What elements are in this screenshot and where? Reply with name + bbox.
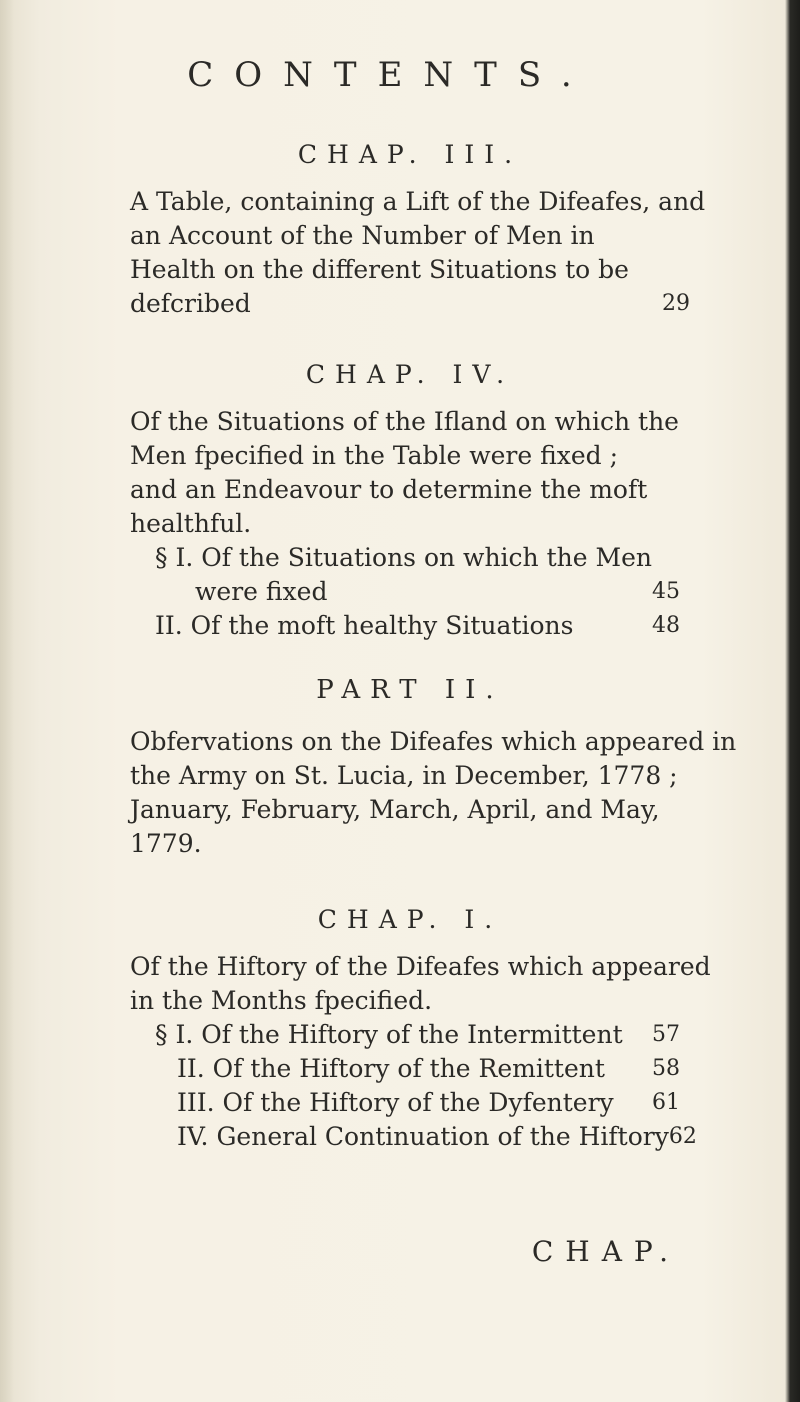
entry-last-line <box>130 287 690 321</box>
section-line <box>155 1018 680 1052</box>
section-line <box>155 609 680 643</box>
section-label: II. Of the moft healthy Situations <box>155 611 574 640</box>
chap-4-section-2 <box>155 609 680 643</box>
chap-4-heading: CHAP. IV. <box>305 360 515 389</box>
chap-4-section-1 <box>155 541 680 609</box>
section-label: § I. Of the Hiftory of the Intermittent <box>155 1020 623 1049</box>
entry-line: Of the Situations of the Ifland on which the <box>130 407 679 436</box>
entry-line: Health on the different Situations to be <box>130 255 629 284</box>
page-number: 45 <box>652 579 680 604</box>
section-line <box>155 1052 680 1086</box>
part-2-entry <box>130 725 737 861</box>
entry-line: defcribed <box>130 289 251 318</box>
section-line <box>155 1120 697 1154</box>
running-head: CONTENTS. <box>187 55 593 95</box>
catchword: CHAP. <box>531 1235 680 1268</box>
chap-1-sections <box>155 1018 697 1154</box>
entry-line: healthful. <box>130 509 252 538</box>
chap-3-heading: CHAP. III. <box>297 140 523 169</box>
section-line <box>155 1086 680 1120</box>
entry-line: in the Months fpecified. <box>130 986 433 1015</box>
page-number: 61 <box>652 1090 680 1115</box>
entry-line: Obfervations on the Difeafes which appeared in <box>130 727 737 756</box>
chap-3-entry <box>130 185 706 321</box>
entry-line: January, February, March, April, and May, <box>130 795 660 824</box>
page-number: 58 <box>652 1056 680 1081</box>
entry-line: A Table, containing a Lift of the Difeafes, and <box>130 187 706 216</box>
entry-line: Of the Hiftory of the Difeafes which appeared <box>130 952 711 981</box>
chap-4-entry <box>130 405 690 541</box>
entry-line: and an Endeavour to determine the moft <box>130 475 648 504</box>
section-label: IV. General Continuation of the Hiftory <box>177 1122 669 1151</box>
chap-1-entry <box>130 950 711 1018</box>
page-number: 62 <box>668 1124 697 1149</box>
section-label: II. Of the Hiftory of the Remittent <box>177 1054 605 1083</box>
entry-line: the Army on St. Lucia, in December, 1778 ; <box>130 761 678 790</box>
section-label: § I. Of the Situations on which the Men <box>155 543 652 572</box>
page-number: 57 <box>652 1022 680 1047</box>
entry-line: Men fpecified in the Table were fixed ; <box>130 441 619 470</box>
section-label-cont: were fixed <box>195 577 328 606</box>
section-label: III. Of the Hiftory of the Dyfentery <box>177 1088 614 1117</box>
page-gutter <box>0 0 14 1402</box>
section-cont-line <box>155 575 680 609</box>
page-number: 48 <box>652 613 680 638</box>
entry-line: an Account of the Number of Men in <box>130 221 595 250</box>
page-number: 29 <box>662 291 690 316</box>
entry-line: 1779. <box>130 829 202 858</box>
chap-1-heading: CHAP. I. <box>317 905 503 934</box>
part-2-heading: PART II. <box>316 675 504 705</box>
